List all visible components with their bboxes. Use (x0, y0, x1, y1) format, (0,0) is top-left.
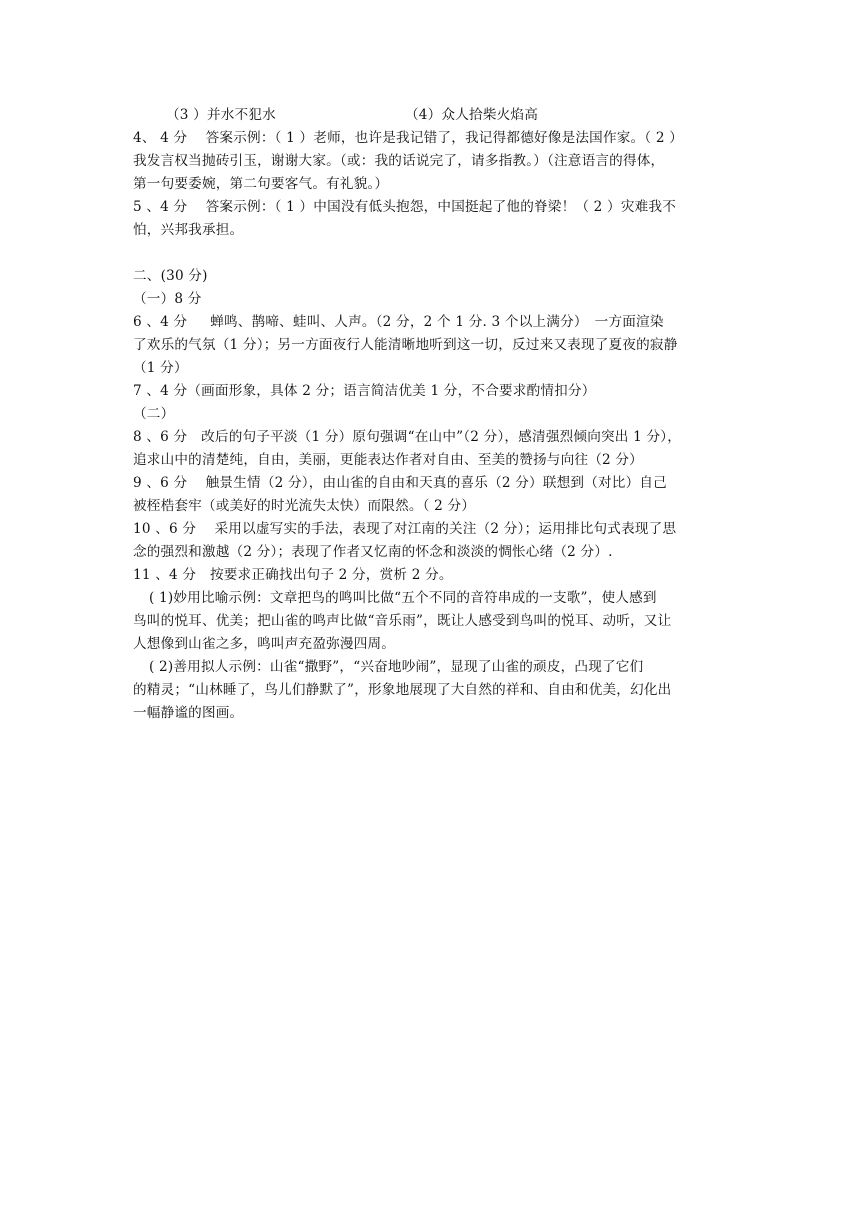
text-line: 了欢乐的气氛（1 分）；另一方面夜行人能清晰地听到这一切，反过来又表现了夏夜的寂静 (133, 337, 678, 353)
text-line: 人想像到山雀之多，鸣叫声充盈弥漫四周。 (133, 636, 396, 652)
q5-answer (133, 196, 733, 242)
text-line: 4、 4 分 答案示例：（ 1 ）老师，也许是我记错了，我记得都德好像是法国作家。（ 2 ） (133, 130, 684, 146)
text-line: 第一句要委婉，第二句要客气。有礼貌。） (133, 176, 389, 192)
text-line: 11 、4 分 按要求正确找出句子 2 分，赏析 2 分。 (133, 567, 453, 583)
text-line: 怕，兴邦我承担。 (133, 222, 244, 238)
q7-answer: 7 、4 分（画面形象，具体 2 分；语言简洁优美 1 分，不合要求酌情扣分） (133, 383, 596, 399)
q9-answer (133, 472, 733, 518)
text-line: 的精灵；“山林睡了，鸟儿们静默了”，形象地展现了大自然的祥和、自由和优美，幻化出 (133, 682, 672, 698)
answer-key-document (133, 104, 733, 725)
text-line: 8 、6 分 改后的句子平淡（1 分）原句强调“在山中”（2 分），感清强烈倾向突出 1 分）， (133, 429, 682, 445)
text-line: 我发言权当抛砖引玉，谢谢大家。（或：我的话说完了，请多指教。）（注意语言的得体， (133, 153, 665, 169)
q10-answer (133, 518, 733, 564)
q11-answer (133, 564, 733, 725)
text-line: 念的强烈和激越（2 分）；表现了作者又忆南的怀念和淡淡的惆怅心绪（2 分）. (133, 544, 613, 560)
q8-answer (133, 426, 733, 472)
q3-item-4: （4）众人拾柴火焰高 (405, 107, 538, 123)
text-line: 追求山中的清楚纯，自由，美丽，更能表达作者对自由、至美的赞扬与向往（2 分） (133, 452, 643, 468)
subsection-heading: （二） (133, 406, 175, 422)
text-line: ( 1)妙用比喻示例：文章把鸟的鸣叫比做“五个不同的音符串成的一支歌”，使人感到 (149, 590, 657, 606)
section-heading: 二、(30 分) (133, 268, 208, 284)
text-line: ( 2)善用拟人示例：山雀“撒野”，“兴奋地吵闹”，显现了山雀的顽皮，凸现了它们 (149, 659, 644, 675)
text-line: 9 、6 分 触景生情（2 分），由山雀的自由和天真的喜乐（2 分）联想到（对比）自己 (133, 475, 667, 491)
text-line: 5 、4 分 答案示例：（ 1 ）中国没有低头抱怨，中国挺起了他的脊梁！（ 2 ）灾难我不 (133, 199, 677, 215)
q3-item-3: （3 ）并水不犯水 (166, 107, 276, 123)
q4-answer (133, 127, 733, 196)
spacer (133, 242, 733, 265)
text-line: 被桎梏套牢（或美好的时光流失太快）而限然。（ 2 分） (133, 498, 476, 514)
text-line: 10 、6 分 采用以虚写实的手法，表现了对江南的关注（2 分）；运用排比句式表现了思 (133, 521, 677, 537)
text-line: 一幅静谧的图画。 (133, 705, 244, 721)
text-line: 鸟叫的悦耳、优美；把山雀的鸣声比做“音乐雨”，既让人感受到鸟叫的悦耳、动听，又让 (133, 613, 672, 629)
subsection-heading: （一）8 分 (133, 291, 202, 307)
q3-answer-row (133, 104, 733, 127)
text-line: 6 、4 分 蝉鸣、鹊啼、蛙叫、人声。（2 分，2 个 1 分. 3 个以上满分） 一方面渲染 (133, 314, 664, 330)
q6-answer (133, 311, 733, 380)
text-line: （1 分） (133, 360, 188, 376)
